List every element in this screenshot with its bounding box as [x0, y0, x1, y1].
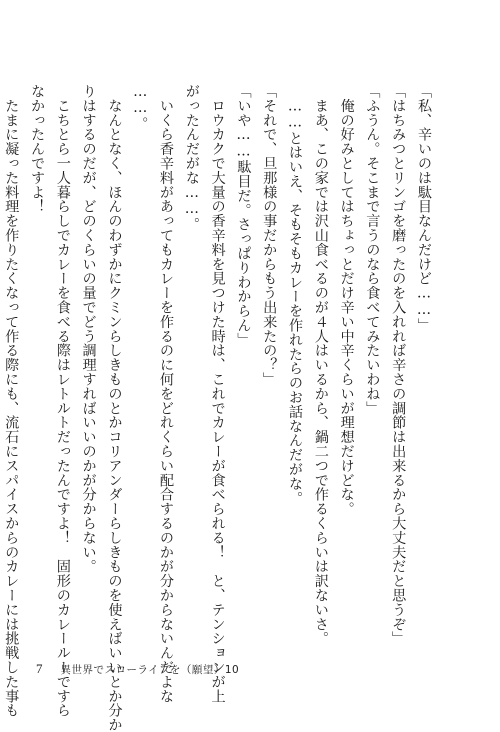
text-line: 俺の好みとしてはちょっとだけ辛い中辛くらいが理想だけどな。: [338, 84, 355, 516]
text-line: たまに凝った料理を作りたくなって作る際にも、流石にスパイスからのカレーには挑戦した事も: [3, 84, 20, 718]
text-line: ……とはいえ、そもそもカレーを作れたらのお話なんだがな。: [287, 84, 304, 506]
text-line: 「私、辛いのは駄目なんだけど……」: [416, 84, 432, 333]
text-line: がったんだがな……。: [183, 84, 200, 232]
book-title: 異世界でスローライフを（願望）10: [60, 664, 240, 676]
page-footer: [36, 661, 239, 681]
text-line: まあ、この家では沢山食べるのが４人はいるから、鍋二つで作るくらいは訳ないさ。: [312, 84, 329, 646]
text-line: こちとら一人暮らしでカレーを食べる際はレトルトだったんですよ！ 固形のカレールーですら: [54, 84, 71, 718]
text-line: 「ふうん。そこまで言うのなら食べてみたいわね」: [364, 84, 381, 416]
text-line: なかったんですよ！: [29, 84, 46, 214]
text-line: ……。: [132, 84, 149, 131]
page-number: 7: [36, 661, 43, 676]
text-line: なんとなく、ほんのわずかにクミンらしきものとかコリアンダーらしきものを使えばいいとか分か: [106, 84, 123, 732]
text-line: 「それで、旦那様の事だからもう出来たの？」: [261, 84, 278, 387]
text-line: りはするのだが、どのくらいの量でどう調理すればいいのかが分からない。: [80, 84, 97, 574]
text-line: いくら香辛料があってもカレーを作るのに何をどれくらい配合するのかが分からないんだよな: [158, 84, 175, 704]
text-line: 「はちみつとリンゴを磨ったのを入れれば辛さの調節は出来るから大丈夫だと思うぞ」: [390, 84, 407, 646]
text-line: ロウカクで大量の香辛料を見つけた時は、これでカレーが食べられる！ と、テンションが上: [209, 84, 226, 704]
text-line: 「いや……駄目だ。さっぱりわからん」: [235, 84, 252, 347]
